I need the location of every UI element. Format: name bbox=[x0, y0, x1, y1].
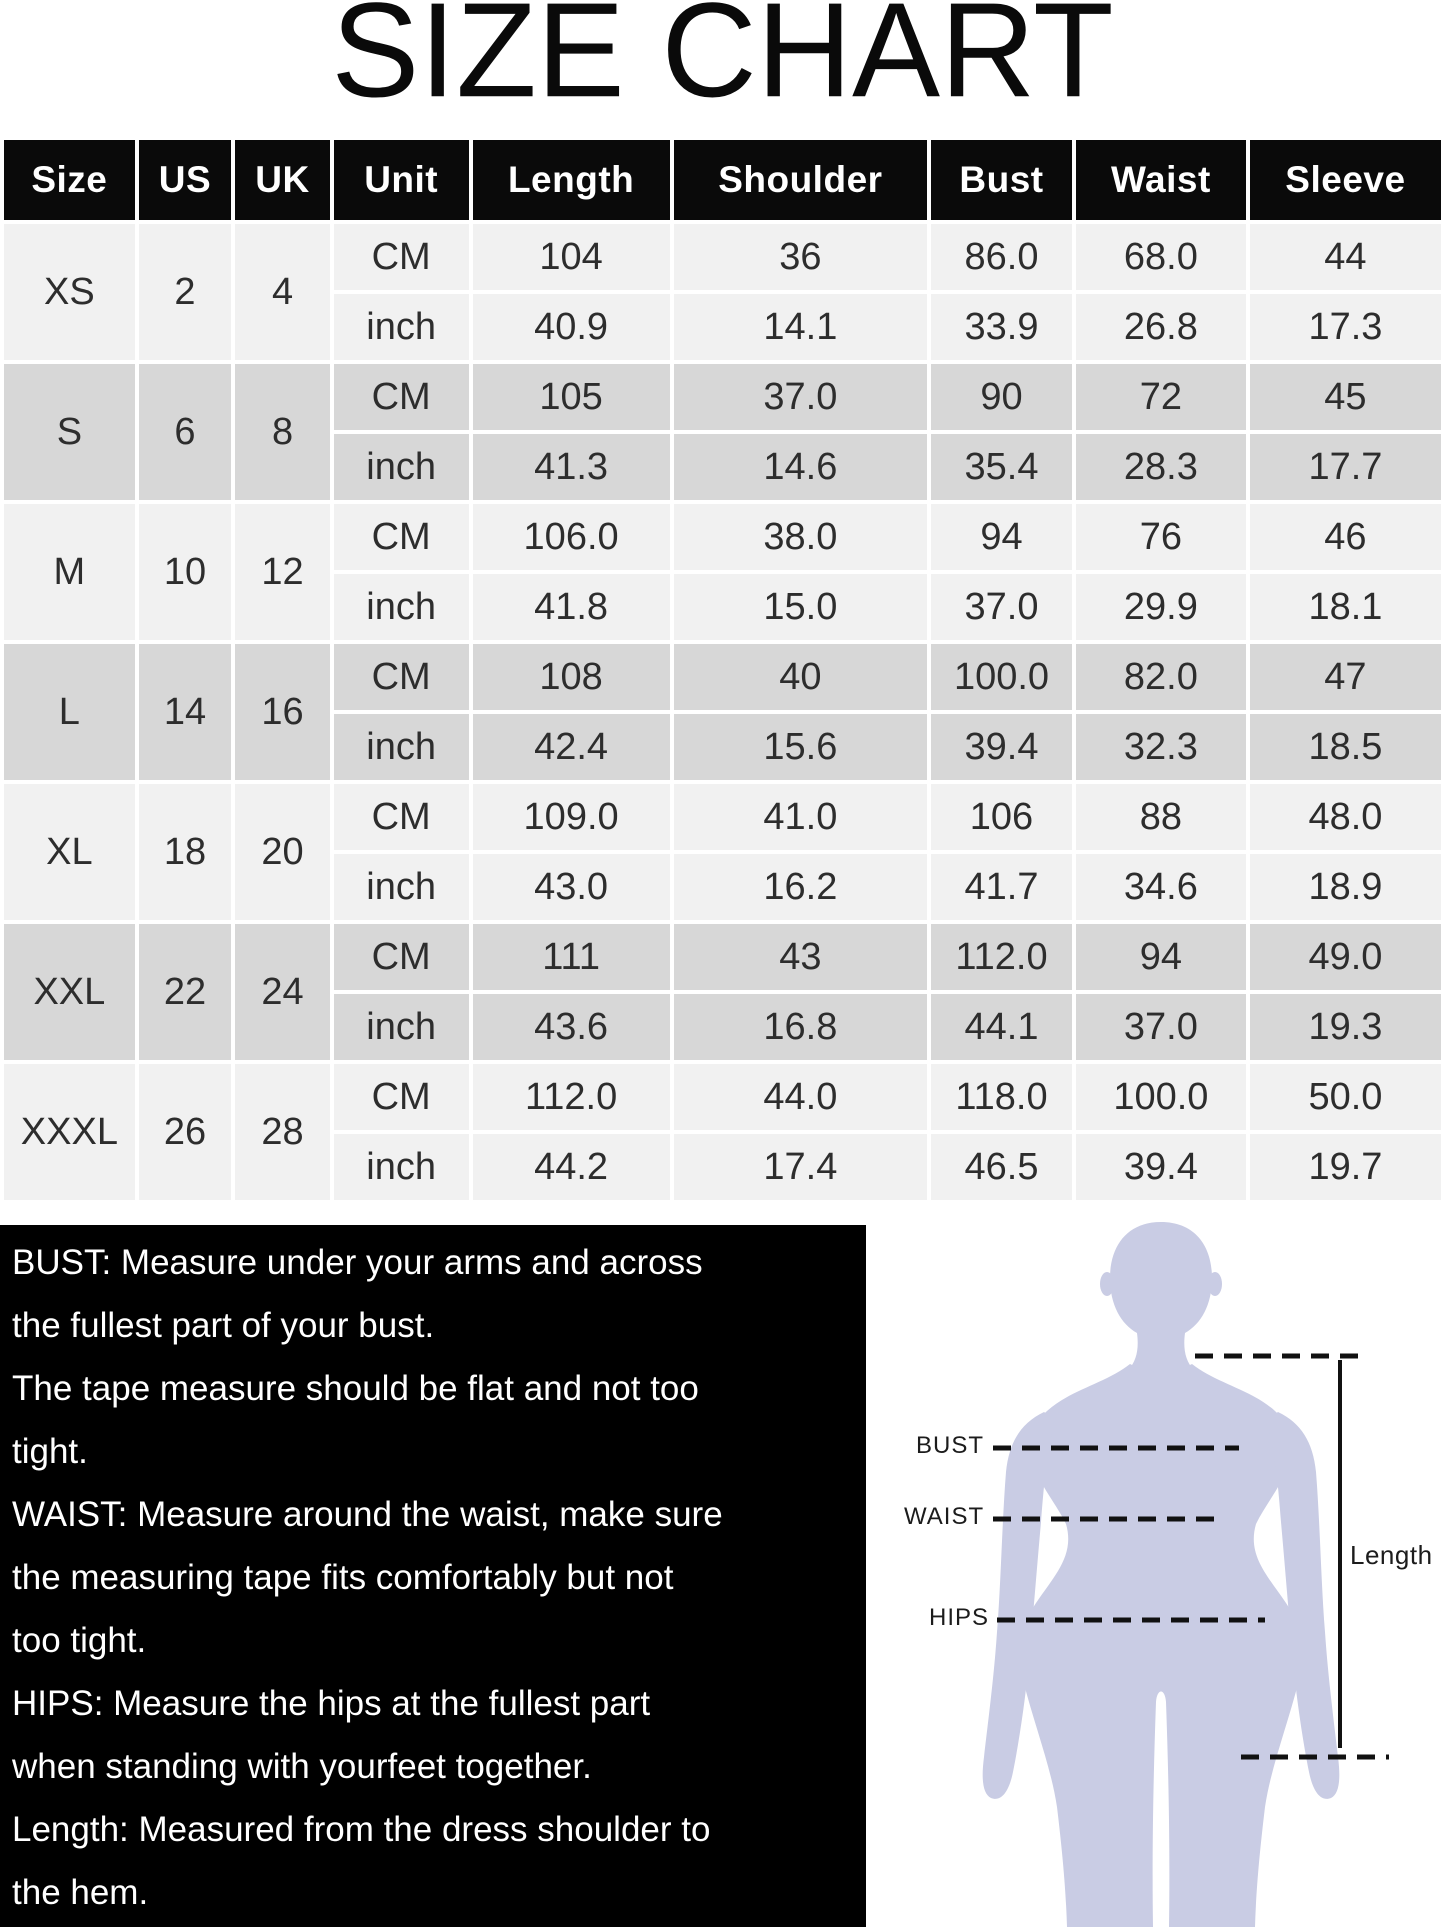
size-row-l-cm bbox=[4, 644, 1441, 710]
measurement-cell: 82.0 bbox=[1076, 644, 1246, 710]
uk-cell: 16 bbox=[235, 644, 330, 780]
unit-cell-inch: inch bbox=[334, 714, 469, 780]
unit-cell-cm: CM bbox=[334, 224, 469, 290]
size-cell: XXXL bbox=[4, 1064, 135, 1200]
length-label: Length bbox=[1350, 1540, 1433, 1570]
note-line: Length: Measured from the dress shoulder to bbox=[12, 1810, 711, 1849]
measurement-cell: 112.0 bbox=[473, 1064, 670, 1130]
measurement-cell: 14.6 bbox=[674, 434, 927, 500]
measurement-cell: 100.0 bbox=[1076, 1064, 1246, 1130]
note-line: BUST: Measure under your arms and across bbox=[12, 1243, 703, 1282]
measurement-cell: 112.0 bbox=[931, 924, 1072, 990]
measurement-cell: 33.9 bbox=[931, 294, 1072, 360]
measurement-cell: 18.1 bbox=[1250, 574, 1441, 640]
measurement-notes bbox=[0, 1225, 866, 1927]
measurement-cell: 46 bbox=[1250, 504, 1441, 570]
body-silhouette-figure bbox=[866, 1220, 1445, 1927]
measurement-cell: 41.0 bbox=[674, 784, 927, 850]
unit-cell-cm: CM bbox=[334, 504, 469, 570]
size-row-xxxl-cm bbox=[4, 1064, 1441, 1130]
page-title: SIZE CHART bbox=[331, 0, 1114, 125]
size-cell: XL bbox=[4, 784, 135, 920]
measurement-cell: 45 bbox=[1250, 364, 1441, 430]
header-bust: Bust bbox=[931, 140, 1072, 220]
measurement-cell: 38.0 bbox=[674, 504, 927, 570]
measurement-cell: 41.3 bbox=[473, 434, 670, 500]
measurement-cell: 111 bbox=[473, 924, 670, 990]
waist-label: WAIST bbox=[904, 1503, 985, 1530]
measurement-diagram bbox=[866, 1220, 1445, 1927]
size-cell: XS bbox=[4, 224, 135, 360]
note-line: the measuring tape fits comfortably but not bbox=[12, 1558, 674, 1597]
size-row-xl-cm bbox=[4, 784, 1441, 850]
us-cell: 22 bbox=[139, 924, 232, 1060]
measurement-cell: 105 bbox=[473, 364, 670, 430]
unit-cell-cm: CM bbox=[334, 364, 469, 430]
unit-cell-inch: inch bbox=[334, 574, 469, 640]
unit-cell-cm: CM bbox=[334, 924, 469, 990]
uk-cell: 12 bbox=[235, 504, 330, 640]
measurement-cell: 28.3 bbox=[1076, 434, 1246, 500]
measurement-cell: 50.0 bbox=[1250, 1064, 1441, 1130]
measurement-cell: 36 bbox=[674, 224, 927, 290]
measurement-cell: 19.3 bbox=[1250, 994, 1441, 1060]
measurement-cell: 44.1 bbox=[931, 994, 1072, 1060]
us-cell: 18 bbox=[139, 784, 232, 920]
measurement-cell: 100.0 bbox=[931, 644, 1072, 710]
header-unit: Unit bbox=[334, 140, 469, 220]
measurement-cell: 29.9 bbox=[1076, 574, 1246, 640]
measurement-cell: 94 bbox=[931, 504, 1072, 570]
measurement-cell: 41.7 bbox=[931, 854, 1072, 920]
unit-cell-inch: inch bbox=[334, 294, 469, 360]
measurement-cell: 37.0 bbox=[931, 574, 1072, 640]
size-cell: S bbox=[4, 364, 135, 500]
measurement-cell: 17.7 bbox=[1250, 434, 1441, 500]
hips-label: HIPS bbox=[929, 1604, 990, 1631]
measurement-cell: 18.9 bbox=[1250, 854, 1441, 920]
size-row-xs-cm bbox=[4, 224, 1441, 290]
unit-cell-inch: inch bbox=[334, 854, 469, 920]
measurement-cell: 19.7 bbox=[1250, 1134, 1441, 1200]
unit-cell-inch: inch bbox=[334, 1134, 469, 1200]
uk-cell: 24 bbox=[235, 924, 330, 1060]
unit-cell-inch: inch bbox=[334, 994, 469, 1060]
measurement-cell: 40.9 bbox=[473, 294, 670, 360]
us-cell: 14 bbox=[139, 644, 232, 780]
measurement-cell: 46.5 bbox=[931, 1134, 1072, 1200]
header-sleeve: Sleeve bbox=[1250, 140, 1441, 220]
uk-cell: 4 bbox=[235, 224, 330, 360]
note-line: too tight. bbox=[12, 1621, 147, 1660]
measurement-cell: 34.6 bbox=[1076, 854, 1246, 920]
measurement-cell: 44.2 bbox=[473, 1134, 670, 1200]
measurement-cell: 37.0 bbox=[674, 364, 927, 430]
measurement-cell: 109.0 bbox=[473, 784, 670, 850]
measurement-cell: 94 bbox=[1076, 924, 1246, 990]
us-cell: 2 bbox=[139, 224, 232, 360]
measurement-cell: 39.4 bbox=[1076, 1134, 1246, 1200]
size-cell: L bbox=[4, 644, 135, 780]
measurement-cell: 35.4 bbox=[931, 434, 1072, 500]
unit-cell-inch: inch bbox=[334, 434, 469, 500]
bust-label: BUST bbox=[916, 1432, 985, 1459]
unit-cell-cm: CM bbox=[334, 784, 469, 850]
header-us: US bbox=[139, 140, 232, 220]
measurement-cell: 118.0 bbox=[931, 1064, 1072, 1130]
measurement-cell: 18.5 bbox=[1250, 714, 1441, 780]
measurement-cell: 44.0 bbox=[674, 1064, 927, 1130]
size-row-s-cm bbox=[4, 364, 1441, 430]
measurement-cell: 43 bbox=[674, 924, 927, 990]
measurement-cell: 90 bbox=[931, 364, 1072, 430]
size-cell: M bbox=[4, 504, 135, 640]
us-cell: 10 bbox=[139, 504, 232, 640]
header-waist: Waist bbox=[1076, 140, 1246, 220]
measurement-cell: 16.2 bbox=[674, 854, 927, 920]
note-line: HIPS: Measure the hips at the fullest part bbox=[12, 1684, 651, 1723]
size-row-m-cm bbox=[4, 504, 1441, 570]
size-row-xxl-cm bbox=[4, 924, 1441, 990]
measurement-cell: 42.4 bbox=[473, 714, 670, 780]
note-line: WAIST: Measure around the waist, make sure bbox=[12, 1495, 723, 1534]
measurement-cell: 40 bbox=[674, 644, 927, 710]
measurement-cell: 16.8 bbox=[674, 994, 927, 1060]
table-header-row bbox=[4, 140, 1441, 220]
unit-cell-cm: CM bbox=[334, 644, 469, 710]
measurement-cell: 49.0 bbox=[1250, 924, 1441, 990]
measurement-cell: 41.8 bbox=[473, 574, 670, 640]
measurement-cell: 48.0 bbox=[1250, 784, 1441, 850]
measurement-cell: 76 bbox=[1076, 504, 1246, 570]
measurement-cell: 43.0 bbox=[473, 854, 670, 920]
measurement-cell: 106.0 bbox=[473, 504, 670, 570]
measurement-cell: 17.3 bbox=[1250, 294, 1441, 360]
header-shoulder: Shoulder bbox=[674, 140, 927, 220]
note-line: when standing with yourfeet together. bbox=[12, 1747, 592, 1786]
note-line: tight. bbox=[12, 1432, 88, 1471]
us-cell: 26 bbox=[139, 1064, 232, 1200]
note-line: The tape measure should be flat and not too bbox=[12, 1369, 699, 1408]
header-length: Length bbox=[473, 140, 670, 220]
measurement-cell: 26.8 bbox=[1076, 294, 1246, 360]
header-size: Size bbox=[4, 140, 135, 220]
measurement-cell: 106 bbox=[931, 784, 1072, 850]
note-line: the fullest part of your bust. bbox=[12, 1306, 435, 1345]
note-line: the hem. bbox=[12, 1873, 149, 1912]
unit-cell-cm: CM bbox=[334, 1064, 469, 1130]
measurement-cell: 39.4 bbox=[931, 714, 1072, 780]
measurement-cell: 72 bbox=[1076, 364, 1246, 430]
size-cell: XXL bbox=[4, 924, 135, 1060]
body-silhouette bbox=[983, 1222, 1340, 1927]
measurement-cell: 37.0 bbox=[1076, 994, 1246, 1060]
size-chart-table bbox=[0, 136, 1445, 1204]
uk-cell: 20 bbox=[235, 784, 330, 920]
measurement-cell: 104 bbox=[473, 224, 670, 290]
measurement-cell: 44 bbox=[1250, 224, 1441, 290]
measurement-cell: 14.1 bbox=[674, 294, 927, 360]
header-uk: UK bbox=[235, 140, 330, 220]
measurement-cell: 86.0 bbox=[931, 224, 1072, 290]
uk-cell: 8 bbox=[235, 364, 330, 500]
measurement-cell: 43.6 bbox=[473, 994, 670, 1060]
uk-cell: 28 bbox=[235, 1064, 330, 1200]
measurement-cell: 88 bbox=[1076, 784, 1246, 850]
measurement-cell: 32.3 bbox=[1076, 714, 1246, 780]
measurement-cell: 17.4 bbox=[674, 1134, 927, 1200]
measurement-cell: 47 bbox=[1250, 644, 1441, 710]
measurement-cell: 15.0 bbox=[674, 574, 927, 640]
measurement-cell: 68.0 bbox=[1076, 224, 1246, 290]
measurement-cell: 15.6 bbox=[674, 714, 927, 780]
measurement-cell: 108 bbox=[473, 644, 670, 710]
us-cell: 6 bbox=[139, 364, 232, 500]
